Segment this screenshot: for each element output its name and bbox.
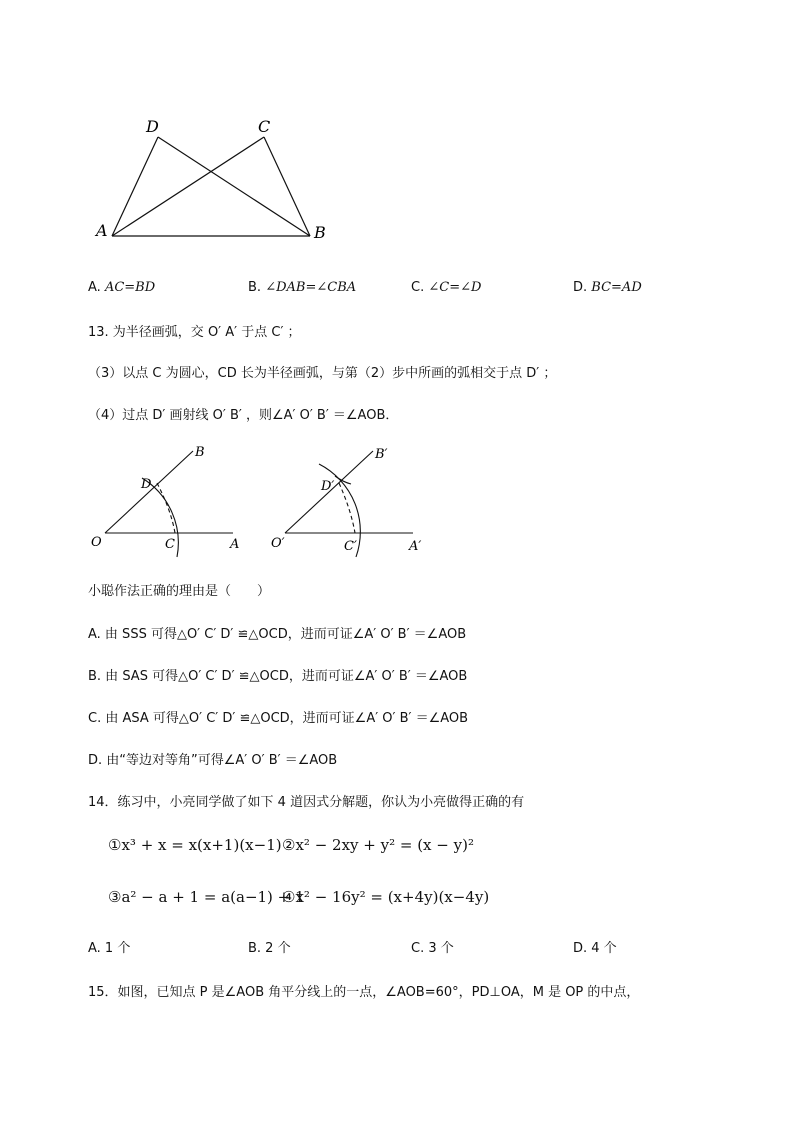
left-label-c: C	[165, 537, 175, 552]
q13-option-b: B. 由 SAS 可得△O′ C′ D′ ≌△OCD，进而可证∠A′ O′ B′ ＝∠AOB	[88, 669, 468, 684]
q13-option-a: A. 由 SSS 可得△O′ C′ D′ ≌△OCD，进而可证∠A′ O′ B′ ＝∠AOB	[88, 627, 467, 642]
q14-stem: 14．练习中，小亮同学做了如下 4 道因式分解题，你认为小亮做得正确的有	[88, 795, 525, 810]
label-c: C	[258, 117, 271, 136]
label-a: A	[96, 221, 108, 240]
q13-question: 小聪作法正确的理由是（ ）	[88, 584, 271, 599]
q14-equation-4: ④x² − 16y² = (x+4y)(x−4y)	[282, 888, 490, 906]
q13-line-1: 13. 为半径画弧，交 O′ A′ 于点 C′ ；	[88, 325, 301, 340]
q15-stem: 15．如图，已知点 P 是∠AOB 角平分线上的一点，∠AOB=60°，PD⊥OA，M 是 OP 的中点，	[88, 985, 640, 1000]
q12-option-b: B. ∠DAB=∠CBA	[248, 280, 357, 295]
q14-equation-2: ②x² − 2xy + y² = (x − y)²	[282, 836, 474, 854]
q13-option-c: C. 由 ASA 可得△O′ C′ D′ ≌△OCD，进而可证∠A′ O′ B′ ＝∠AOB	[88, 711, 469, 726]
q14-option-b: B. 2 个	[248, 941, 291, 956]
q14-equation-1: ①x³ + x = x(x+1)(x−1)	[108, 836, 282, 854]
q13-option-d: D. 由“等边对等角”可得∠A′ O′ B′ ＝∠AOB	[88, 753, 338, 768]
left-label-b: B	[195, 445, 205, 460]
right-label-c: C′	[344, 539, 357, 554]
label-b: B	[314, 223, 326, 242]
q14-equation-3: ③a² − a + 1 = a(a−1) + 1	[108, 888, 305, 906]
left-label-d: D	[141, 477, 152, 492]
q12-option-c: C. ∠C=∠D	[411, 280, 482, 295]
left-label-a: A	[230, 537, 240, 552]
label-d: D	[146, 117, 159, 136]
q13-line-3: （4）过点 D′ 画射线 O′ B′ ，则∠A′ O′ B′ ＝∠AOB．	[88, 408, 399, 423]
right-label-d: D′	[321, 479, 335, 494]
q12-option-d: D. BC=AD	[573, 280, 642, 295]
right-label-o: O′	[271, 536, 285, 551]
q14-option-a: A. 1 个	[88, 941, 131, 956]
right-label-a: A′	[409, 539, 422, 554]
figure-crossed-triangles	[90, 110, 340, 250]
q13-line-2: （3）以点 C 为圆心，CD 长为半径画弧，与第（2）步中所画的弧相交于点 D′ ；	[88, 366, 557, 381]
figure-angle-construction	[85, 440, 445, 560]
q12-option-a: A. AC=BD	[88, 280, 156, 295]
left-label-o: O	[91, 535, 102, 550]
q14-option-c: C. 3 个	[411, 941, 454, 956]
right-label-b: B′	[375, 447, 388, 462]
q14-option-d: D. 4 个	[573, 941, 617, 956]
